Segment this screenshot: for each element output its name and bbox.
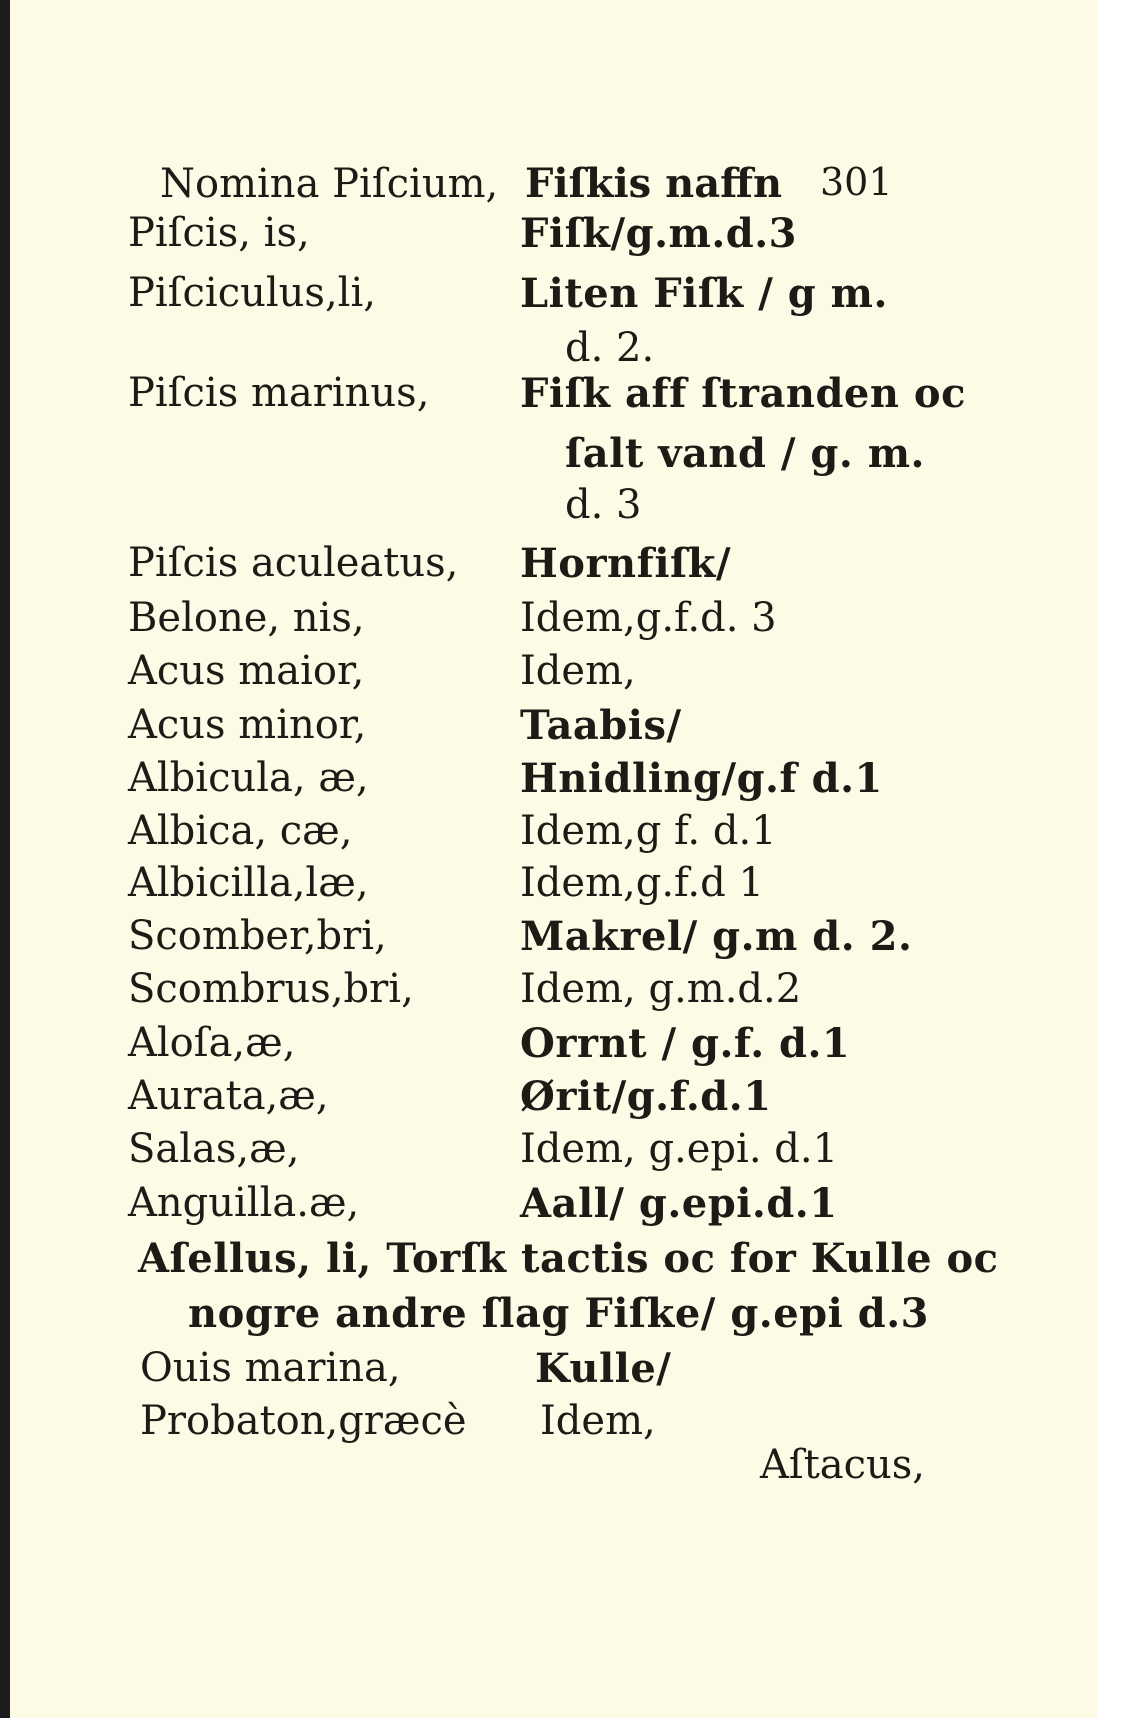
danish-term: Orrnt / g.f. d.1 <box>520 1020 851 1067</box>
danish-continuation: d. 3 <box>565 482 642 528</box>
danish-term: Idem, g.m.d.2 <box>520 966 802 1012</box>
latin-term: Acus maior, <box>128 648 365 694</box>
danish-term: Ørit/g.f.d.1 <box>520 1073 772 1120</box>
danish-term: Kulle/ <box>535 1345 672 1392</box>
latin-term: Probaton,græcè <box>140 1398 467 1444</box>
danish-term: Hnidling/g.f d.1 <box>520 755 883 802</box>
danish-term: Liten Fiſk / g m. <box>520 270 888 317</box>
right-margin <box>1098 0 1128 1718</box>
latin-term: Albicula, æ, <box>128 755 369 801</box>
page-number: 301 <box>820 160 893 204</box>
danish-term: Idem,g.f.d. 3 <box>520 595 777 641</box>
latin-term: Piſcis aculeatus, <box>128 540 459 586</box>
danish-term: Taabis/ <box>520 702 682 749</box>
danish-term: Idem, <box>520 648 636 694</box>
danish-term: Idem,g f. d.1 <box>520 808 777 854</box>
latin-term: Scombrus,bri, <box>128 966 414 1012</box>
danish-continuation: d. 2. <box>565 325 655 371</box>
latin-term: Ouis marina, <box>140 1345 401 1391</box>
latin-term: Piſciculus,li, <box>128 270 376 316</box>
danish-term: Idem, <box>540 1398 656 1444</box>
latin-term: Albicilla,læ, <box>128 860 369 906</box>
latin-term: Albica, cæ, <box>128 808 353 854</box>
latin-term: Anguilla.æ, <box>128 1180 360 1226</box>
header-title-latin: Nomina Piſcium, <box>160 161 499 207</box>
catchword: Aſtacus, <box>760 1442 926 1488</box>
header-title-german: Fiſkis naffn <box>524 160 783 207</box>
danish-term: Hornfiſk/ <box>520 540 732 587</box>
latin-term: Piſcis marinus, <box>128 370 430 416</box>
danish-continuation: ſalt vand / g. m. <box>565 430 925 477</box>
latin-term: Aloſa,æ, <box>128 1020 296 1066</box>
latin-term: Salas,æ, <box>128 1126 300 1172</box>
danish-term: Fiſk/g.m.d.3 <box>520 210 797 257</box>
danish-term: Aall/ g.epi.d.1 <box>520 1180 838 1227</box>
latin-term: Scomber,bri, <box>128 913 387 959</box>
latin-term: Aurata,æ, <box>128 1073 329 1119</box>
left-scan-edge <box>0 0 10 1718</box>
latin-term: Belone, nis, <box>128 595 365 641</box>
danish-term: Idem, g.epi. d.1 <box>520 1126 839 1172</box>
danish-term: Fiſk aff ſtranden oc <box>520 370 966 417</box>
danish-term: Idem,g.f.d 1 <box>520 860 764 906</box>
danish-term: Makrel/ g.m d. 2. <box>520 913 913 960</box>
latin-term: Acus minor, <box>128 702 367 748</box>
latin-term: Piſcis, is, <box>128 210 310 256</box>
running-header <box>160 160 893 207</box>
